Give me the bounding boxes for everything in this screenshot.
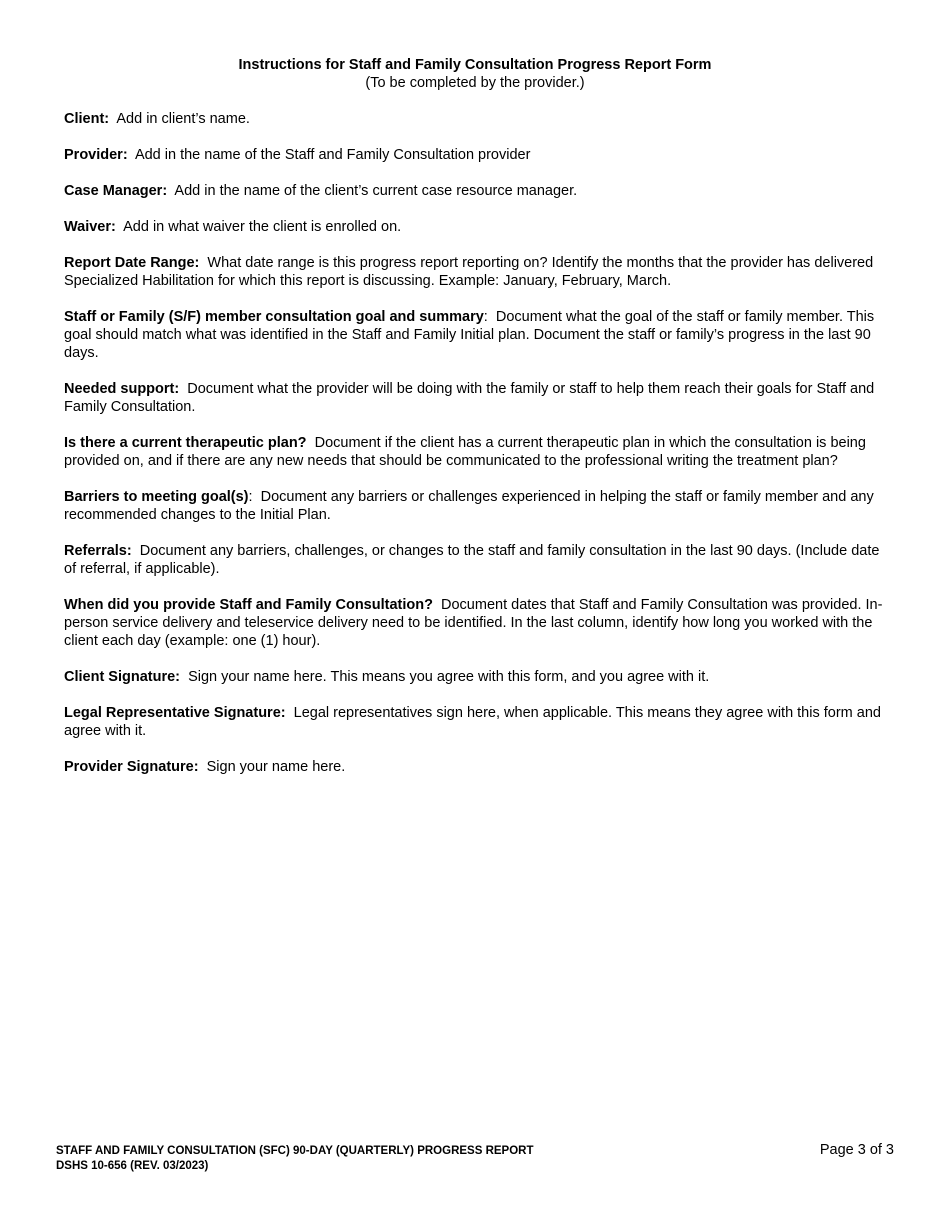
instruction-legal-representative-signature	[64, 704, 886, 740]
instruction-separator: :	[248, 489, 261, 505]
instruction-text: Document dates that Staff and Family Consultation was provided. In-person service delivery and teleservice delivery need to be identified. In the last column, identify how long you worked with the client each day (example: one (1) hour).	[64, 597, 883, 649]
instruction-text: Add in the name of the client’s current case resource manager.	[174, 183, 578, 199]
instruction-label: Needed support:	[64, 381, 180, 397]
page-subtitle: (To be completed by the provider.)	[365, 75, 585, 91]
instruction-label: Waiver:	[64, 219, 116, 235]
instruction-therapeutic-plan	[64, 434, 886, 470]
instruction-separator	[307, 435, 315, 451]
instruction-text: Document any barriers or challenges experienced in helping the staff or family member and any recommended changes to the Initial Plan.	[64, 489, 874, 523]
page-title: Instructions for Staff and Family Consultation Progress Report Form	[238, 57, 712, 73]
instruction-text: Sign your name here.	[206, 759, 346, 775]
instruction-separator	[199, 759, 207, 775]
instruction-waiver	[64, 218, 886, 236]
instruction-consultation-goal	[64, 308, 886, 362]
instructions-list	[64, 110, 886, 794]
instruction-label: Provider Signature:	[64, 759, 199, 775]
instruction-label: Staff or Family (S/F) member consultation goal and summary	[64, 309, 484, 325]
instruction-label: When did you provide Staff and Family Consultation?	[64, 597, 433, 613]
instruction-label: Barriers to meeting goal(s)	[64, 489, 249, 505]
form-title: STAFF AND FAMILY CONSULTATION (SFC) 90-DAY (QUARTERLY) PROGRESS REPORT	[56, 1145, 534, 1157]
instruction-client-signature	[64, 668, 886, 686]
page-number: Page 3 of 3	[819, 1142, 894, 1158]
instruction-label: Client Signature:	[64, 669, 181, 685]
instruction-label: Report Date Range:	[64, 255, 200, 271]
instruction-needed-support	[64, 380, 886, 416]
instruction-text: Document what the goal of the staff or family member. This goal should match what was identified in the Staff and Family Initial plan. Document the staff or family’s progress in the last 90 days.	[64, 309, 875, 361]
form-number: DSHS 10-656 (REV. 03/2023)	[56, 1160, 209, 1172]
instruction-label: Case Manager:	[64, 183, 168, 199]
instruction-separator	[180, 669, 188, 685]
instruction-text: Add in the name of the Staff and Family Consultation provider	[134, 147, 531, 163]
instruction-label: Legal Representative Signature:	[64, 705, 286, 721]
instruction-separator	[128, 147, 135, 163]
instruction-text: Add in client’s name.	[116, 111, 250, 127]
instruction-barriers	[64, 488, 886, 524]
instruction-separator	[132, 543, 140, 559]
instruction-text: Document any barriers, challenges, or changes to the staff and family consultation in the last 90 days. (Include date of referral, if applicable).	[64, 543, 880, 577]
instruction-separator	[286, 705, 294, 721]
instruction-text: Document what the provider will be doing with the family or staff to help them reach their goals for Staff and Family Consultation.	[64, 381, 875, 415]
instruction-consultation-dates	[64, 596, 886, 650]
instruction-label: Client:	[64, 111, 110, 127]
instruction-report-date-range	[64, 254, 886, 290]
instruction-provider-signature	[64, 758, 886, 776]
document-header	[0, 56, 950, 92]
instruction-provider	[64, 146, 886, 164]
instruction-referrals	[64, 542, 886, 578]
instruction-separator: :	[483, 309, 496, 325]
instruction-text: Legal representatives sign here, when applicable. This means they agree with this form and agree with it.	[64, 705, 881, 739]
instruction-case-manager	[64, 182, 886, 200]
instruction-separator	[433, 597, 441, 613]
instruction-text: Sign your name here. This means you agree with this form, and you agree with it.	[188, 669, 710, 685]
instruction-text: Document if the client has a current therapeutic plan in which the consultation is being provided on, and if there are any new needs that should be communicated to the professional writing the treatment plan?	[64, 435, 866, 469]
instruction-client	[64, 110, 886, 128]
instruction-label: Is there a current therapeutic plan?	[64, 435, 307, 451]
instruction-label: Referrals:	[64, 543, 132, 559]
instruction-text: What date range is this progress report reporting on? Identify the months that the provider has delivered Specialized Habilitation for which this report is discussing. Example: January, February, March.	[64, 255, 874, 289]
instruction-text: Add in what waiver the client is enrolled on.	[123, 219, 402, 235]
form-footer	[56, 1144, 534, 1174]
instruction-label: Provider:	[64, 147, 128, 163]
